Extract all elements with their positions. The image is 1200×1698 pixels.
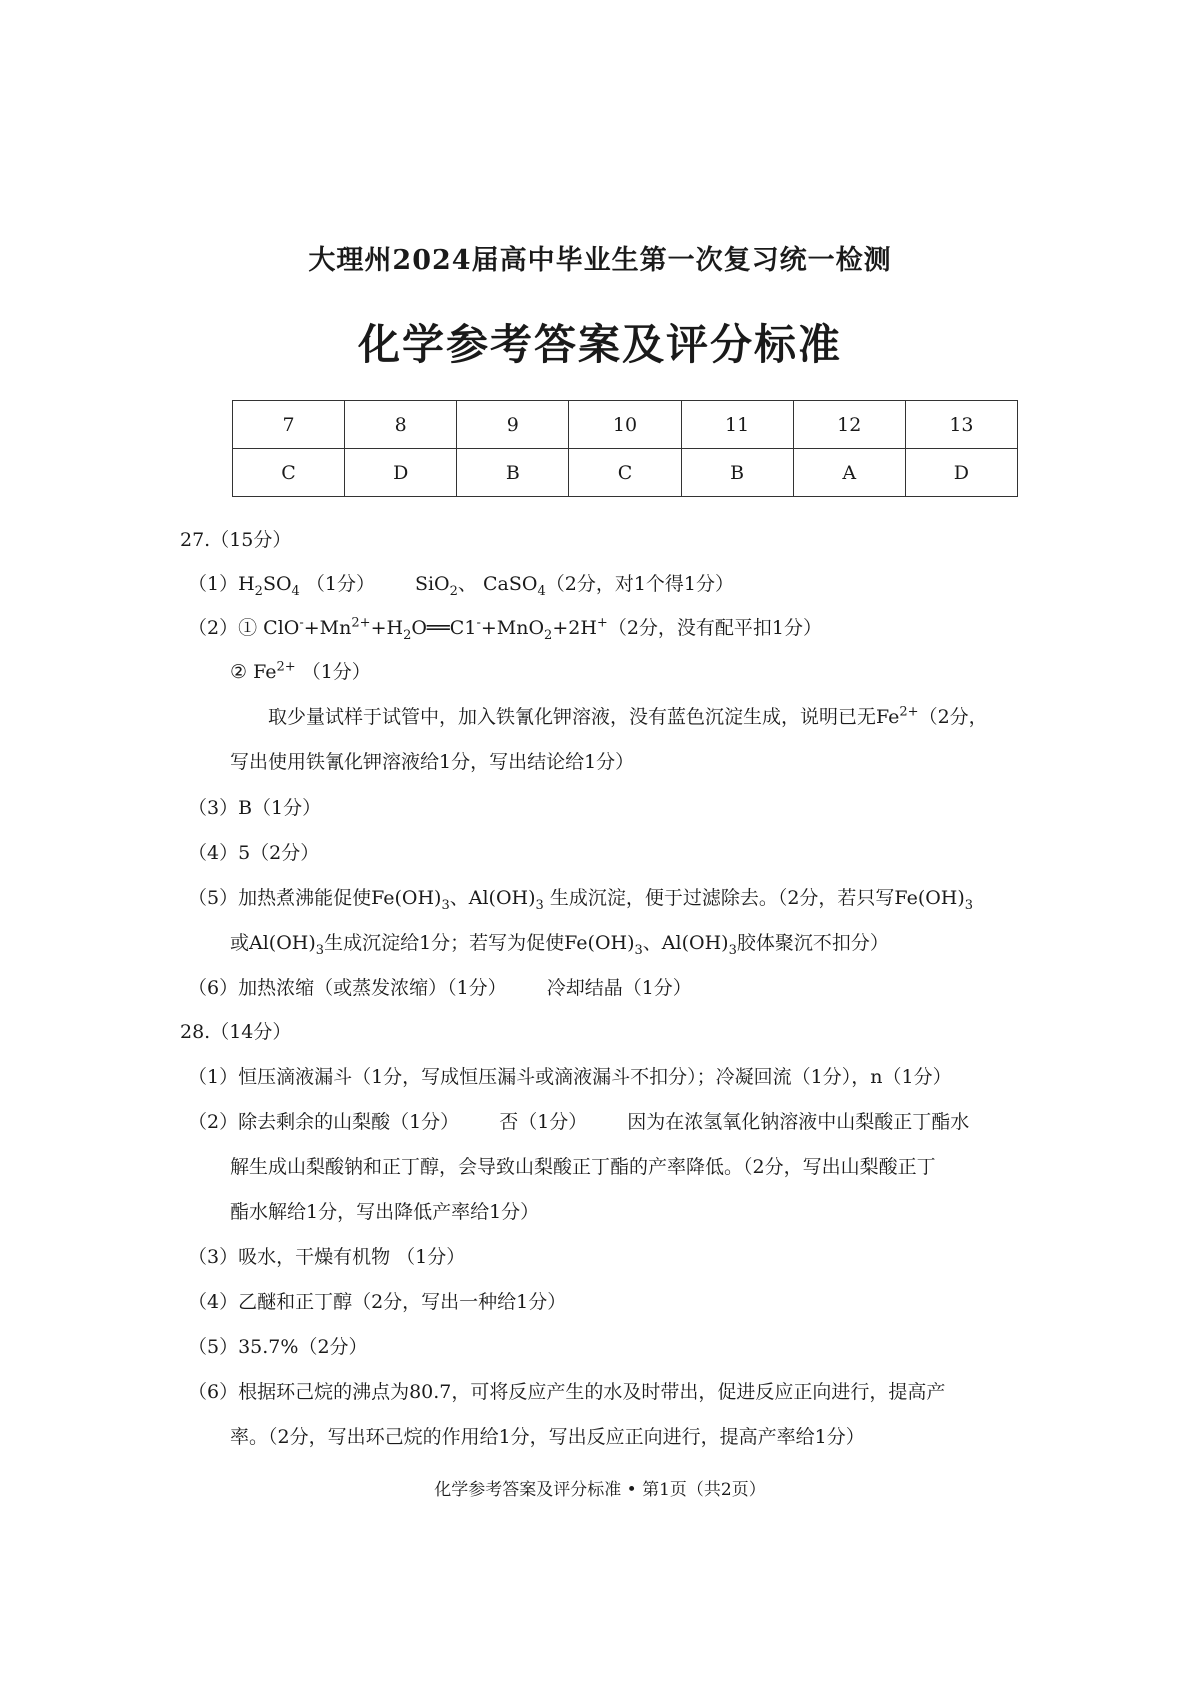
answer-cell: D: [905, 449, 1017, 497]
answer-cell: C: [569, 449, 681, 497]
answer-text: （2）除去剩余的山梨酸（1分）: [188, 1111, 460, 1133]
answer-cell: B: [457, 449, 569, 497]
superscript: -: [476, 615, 481, 631]
part-label: （1）: [188, 573, 239, 595]
q28-part5: （5）35.7%（2分）: [188, 1336, 368, 1358]
subscript: 2: [544, 627, 553, 643]
q28-part2-line3: 酯水解给1分，写出降低产率给1分）: [230, 1201, 540, 1223]
question-number: 11: [681, 401, 793, 449]
document-title: 大理州2024届高中毕业生第一次复习统一检测: [308, 245, 892, 276]
q27-part2-ion: [0, 658, 1200, 686]
formula-text: CaSO: [482, 573, 538, 595]
score-text: （1分）: [301, 661, 371, 683]
superscript: 2+: [351, 615, 371, 631]
formula-text: +2H: [552, 617, 597, 639]
q27-part1: [0, 570, 1200, 598]
subscript: 3: [441, 897, 450, 913]
answer-cell: A: [793, 449, 905, 497]
q28-part3: （3）吸水，干燥有机物 （1分）: [188, 1246, 466, 1268]
answer-text: 、Al(OH): [449, 887, 536, 909]
answer-table: [232, 400, 1018, 497]
formula-text: ClO: [263, 617, 300, 639]
q28-part2-line2: 解生成山梨酸钠和正丁醇，会导致山梨酸正丁酯的产率降低。（2分，写出山梨酸正丁: [230, 1156, 936, 1178]
q28-part4: （4）乙醚和正丁醇（2分，写出一种给1分）: [188, 1291, 567, 1313]
question-number: 9: [457, 401, 569, 449]
subscript: 3: [728, 942, 737, 958]
answer-text: 胶体聚沉不扣分）: [736, 932, 889, 954]
page-footer: 化学参考答案及评分标准 • 第1页（共2页）: [434, 1480, 766, 1500]
superscript: +: [596, 615, 608, 631]
score-text: （2分，对1个得1分）: [545, 573, 734, 595]
question-number: 12: [793, 401, 905, 449]
answer-row: [233, 449, 1018, 497]
formula-text: H: [238, 573, 255, 595]
answer-cell: D: [345, 449, 457, 497]
subscript: 2: [449, 583, 458, 599]
superscript: -: [299, 615, 304, 631]
formula-text: SiO: [414, 573, 450, 595]
score-text: （2分，没有配平扣1分）: [607, 617, 822, 639]
answer-cell: B: [681, 449, 793, 497]
subscript: 4: [291, 583, 300, 599]
subscript: 4: [537, 583, 546, 599]
formula-text: O══C1: [411, 617, 477, 639]
answer-text: 生成沉淀，便于过滤除去。（2分，若只写Fe(OH): [549, 887, 965, 909]
score-text: （1分）: [305, 573, 375, 595]
formula-text: +H: [370, 617, 404, 639]
subscript: 2: [254, 583, 263, 599]
subscript: 2: [403, 627, 412, 643]
answer-text: 、Al(OH): [642, 932, 729, 954]
subscript: 3: [535, 897, 544, 913]
q28-part6-line2: 率。（2分，写出环己烷的作用给1分，写出反应正向进行，提高产率给1分）: [230, 1426, 865, 1448]
subscript: 3: [634, 942, 643, 958]
formula-text: +MnO: [480, 617, 545, 639]
document-subtitle: 化学参考答案及评分标准: [357, 320, 842, 369]
answer-text: 冷却结晶（1分）: [546, 977, 692, 999]
q27-part5-line1: [0, 884, 1200, 912]
question-number: 8: [345, 401, 457, 449]
separator-text: 、: [457, 573, 477, 595]
question-number: 10: [569, 401, 681, 449]
formula-text: Fe: [253, 661, 277, 683]
question-number: 7: [233, 401, 345, 449]
question-number-row: [233, 401, 1018, 449]
q27-part2-method: [0, 703, 1200, 731]
part-label: （2）: [188, 617, 239, 639]
q27-part2-equation: [0, 614, 1200, 642]
answer-text: 否（1分）: [499, 1111, 588, 1133]
answer-text: 生成沉淀给1分；若写为促使Fe(OH): [324, 932, 635, 954]
q28-part1: （1）恒压滴液漏斗（1分，写成恒压漏斗或滴液漏斗不扣分）；冷凝回流（1分），n（1分）: [188, 1066, 952, 1088]
answer-text: 取少量试样于试管中，加入铁氰化钾溶液，没有蓝色沉淀生成，说明已无Fe: [268, 706, 900, 728]
q27-part6: [0, 974, 1200, 1002]
q27-part3: （3）B（1分）: [188, 797, 322, 819]
q27-part2-scoring: 写出使用铁氰化钾溶液给1分，写出结论给1分）: [230, 751, 635, 773]
q27-part5-line2: [0, 929, 1200, 957]
subscript: 3: [315, 942, 325, 958]
question-number: 13: [905, 401, 1017, 449]
q27-part4: （4）5（2分）: [188, 842, 320, 864]
circle-number: ①: [238, 617, 258, 639]
q28-header: 28.（14分）: [180, 1021, 292, 1043]
superscript: 2+: [276, 659, 296, 675]
score-text: （2分，: [918, 706, 988, 728]
answer-text: 因为在浓氢氧化钠溶液中山梨酸正丁酯水: [627, 1111, 970, 1133]
q28-part6-line1: （6）根据环己烷的沸点为80.7，可将反应产生的水及时带出，促进反应正向进行，提高产: [188, 1381, 946, 1403]
superscript: 2+: [899, 704, 919, 720]
circle-number: ②: [230, 661, 248, 683]
answer-cell: C: [233, 449, 345, 497]
formula-text: SO: [262, 573, 292, 595]
subscript: 3: [964, 897, 974, 913]
answer-text: 或Al(OH): [230, 932, 316, 954]
q27-header: 27.（15分）: [180, 529, 292, 551]
answer-text: （5）加热煮沸能促使Fe(OH): [188, 887, 442, 909]
formula-text: +Mn: [303, 617, 352, 639]
answer-text: （6）加热浓缩（或蒸发浓缩）（1分）: [188, 977, 507, 999]
q28-part2-line1: [0, 1108, 1200, 1136]
